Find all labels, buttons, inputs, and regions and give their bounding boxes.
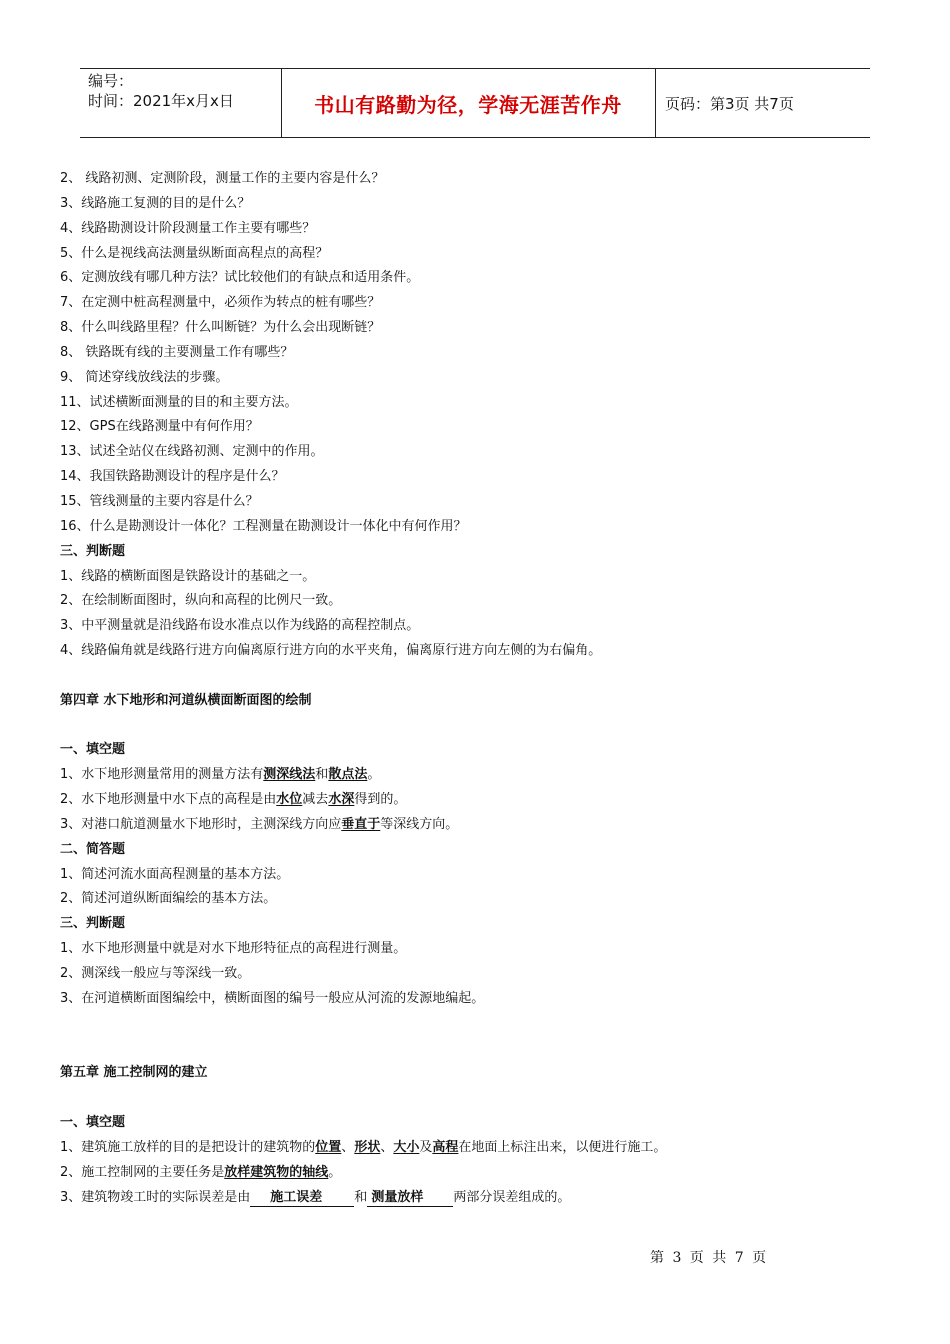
fill-line: 2、施工控制网的主要任务是放样建筑物的轴线。 xyxy=(60,1164,342,1180)
section-heading-judge: 三、判断题 xyxy=(60,543,126,559)
question-line: 7、在定测中桩高程测量中，必须作为转点的桩有哪些？ xyxy=(60,295,381,311)
question-line: 4、线路勘测设计阶段测量工作主要有哪些？ xyxy=(60,220,316,236)
fill-line: 3、建筑物竣工时的实际误差是由 施工误差 和 测量放样 两部分误差组成的。 xyxy=(60,1189,571,1205)
serial-label: 编号： xyxy=(88,72,134,90)
answer-blank: 形状 xyxy=(354,1139,381,1155)
judge-line: 3、在河道横断面图编绘中，横断面图的编号一般应从河流的发源地编起。 xyxy=(60,990,485,1006)
header-meta xyxy=(88,71,234,111)
fill-line: 1、建筑施工放样的目的是把设计的建筑物的位置、形状、大小及高程在地面上标注出来，以便进行施工。 xyxy=(60,1139,667,1155)
question-line: 12、GPS在线路测量中有何作用？ xyxy=(60,419,259,435)
answer-blank: 大小 xyxy=(393,1139,420,1155)
question-line: 9、 简述穿线放线法的步骤。 xyxy=(60,369,229,385)
answer-blank: 位置 xyxy=(315,1139,342,1155)
question-line: 6、定测放线有哪几种方法？试比较他们的有缺点和适用条件。 xyxy=(60,270,420,286)
document-body xyxy=(60,167,880,1210)
chapter-5-title: 第五章 施工控制网的建立 xyxy=(60,1065,208,1081)
judge-line: 1、线路的横断面图是铁路设计的基础之一。 xyxy=(60,568,316,584)
fill-line: 1、水下地形测量常用的测量方法有测深线法和散点法。 xyxy=(60,767,381,783)
judge-line: 2、在绘制断面图时，纵向和高程的比例尺一致。 xyxy=(60,593,342,609)
answer-blank: 水位 xyxy=(276,792,303,808)
question-line: 5、什么是视线高法测量纵断面高程点的高程？ xyxy=(60,245,329,261)
judge-line: 3、中平测量就是沿线路布设水准点以作为线路的高程控制点。 xyxy=(60,618,420,634)
judge-line: 4、线路偏角就是线路行进方向偏离原行进方向的水平夹角，偏离原行进方向左侧的为右偏角。 xyxy=(60,643,602,659)
question-line: 14、我国铁路勘测设计的程序是什么？ xyxy=(60,469,285,485)
question-list-chapter3 xyxy=(60,167,880,540)
answer-blank: 测量放样 xyxy=(367,1189,453,1207)
answer-blank: 垂直于 xyxy=(341,816,381,832)
question-line: 13、试述全站仪在线路初测、定测中的作用。 xyxy=(60,444,324,460)
section-heading-judge: 三、判断题 xyxy=(60,916,126,932)
answer-blank: 水深 xyxy=(328,792,355,808)
chapter-4-title: 第四章 水下地形和河道纵横面断面图的绘制 xyxy=(60,692,312,708)
answer-blank: 放样建筑物的轴线 xyxy=(224,1164,329,1180)
question-line: 16、什么是勘测设计一体化？工程测量在勘测设计一体化中有何作用？ xyxy=(60,518,467,534)
question-line: 15、管线测量的主要内容是什么？ xyxy=(60,493,259,509)
question-line: 8、什么叫线路里程？什么叫断链？为什么会出现断链？ xyxy=(60,320,381,336)
fill-line: 3、对港口航道测量水下地形时，主测深线方向应垂直于等深线方向。 xyxy=(60,816,459,832)
judge-line: 2、测深线一般应与等深线一致。 xyxy=(60,966,251,981)
section-heading-fill: 一、填空题 xyxy=(60,1115,126,1131)
answer-blank: 高程 xyxy=(432,1139,459,1155)
question-line: 8、 铁路既有线的主要测量工作有哪些？ xyxy=(60,344,294,360)
page-header xyxy=(80,68,870,138)
section-heading-short: 二、简答题 xyxy=(60,841,126,857)
question-line: 3、线路施工复测的目的是什么？ xyxy=(60,195,251,211)
fill-line: 2、水下地形测量中水下点的高程是由水位减去水深得到的。 xyxy=(60,792,407,808)
short-line: 1、简述河流水面高程测量的基本方法。 xyxy=(60,866,290,882)
section-heading-fill: 一、填空题 xyxy=(60,742,126,758)
date-label: 时间：2021年x月x日 xyxy=(88,92,234,110)
answer-blank: 散点法 xyxy=(328,767,368,783)
short-line: 2、简述河道纵断面编绘的基本方法。 xyxy=(60,891,277,907)
judge-line: 1、水下地形测量中就是对水下地形特征点的高程进行测量。 xyxy=(60,941,407,957)
header-divider-right xyxy=(655,69,656,137)
answer-blank: 测深线法 xyxy=(263,767,316,783)
question-line: 2、 线路初测、定测阶段，测量工作的主要内容是什么？ xyxy=(60,171,385,186)
answer-blank: 施工误差 xyxy=(250,1189,354,1207)
header-page-label: 页码：第3页 共7页 xyxy=(665,94,794,113)
header-motto: 书山有路勤为径，学海无涯苦作舟 xyxy=(314,92,622,117)
page-footer: 第 3 页 共 7 页 xyxy=(650,1250,769,1266)
question-line: 11、试述横断面测量的目的和主要方法。 xyxy=(60,394,298,410)
